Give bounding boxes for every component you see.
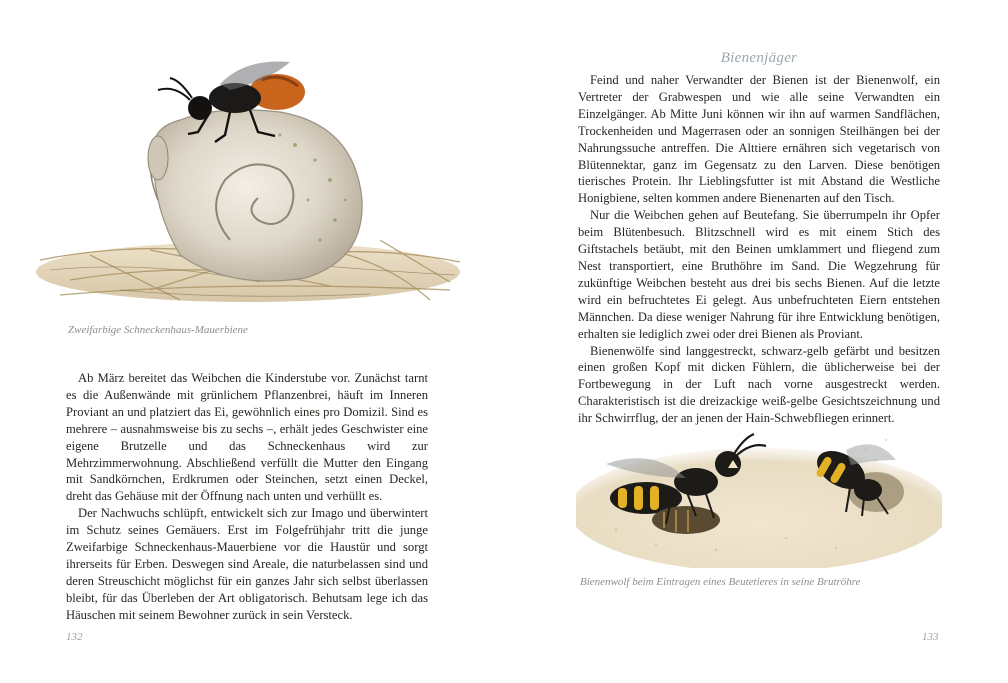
paragraph: Bienenwölfe sind langgestreckt, schwarz-gelb gefärbt und besitzen einen großen Kopf mit dicken Fühlern, die üblicherweise bei der Fortbewegung in der Luft nach vorne ausgestreckt werden. Charakteristisch ist die dreizackige weiß-gelbe Gesichtszeichnung und ihr Schwirrflug, der an jenen der Hain-Schwebfliegen erinnert.: [578, 343, 940, 426]
left-body-text: [66, 370, 428, 624]
right-body-text: [578, 72, 940, 427]
page-number: 132: [66, 631, 83, 643]
paragraph: Ab März bereitet das Weibchen die Kinderstube vor. Zunächst tarnt es die Außenwände mit grünlichem Pflanzenbrei, häuft im Inneren Proviant an und platziert das Ei, gewöhnlich eines pro Domizil. Sind es mehrere – ausnahmsweise bis zu sechs –, erhält jedes Geschwister eine eigene Brutzelle und das Schneckenhaus wird zur Mehrzimmerwohnung. Abschließend verfüllt die Mutter den Eingang mit Sandkörnchen, Erdkrumen oder Steinchen, setzt einen Deckel, dreht das Gehäuse mit der Öffnung nach unten und verhüllt es.: [66, 371, 428, 504]
figure-caption: Bienenwolf beim Eintragen eines Beutetieres in seine Brutröhre: [580, 576, 861, 588]
bee-wolf-illustration: [576, 420, 942, 568]
right-page: [504, 0, 1008, 683]
figure-caption: Zweifarbige Schneckenhaus-Mauerbiene: [68, 324, 248, 336]
chapter-title: Bienenjäger: [720, 50, 798, 66]
paragraph: Nur die Weibchen gehen auf Beutefang. Sie überrumpeln ihr Opfer beim Blütenbesuch. Blitzschnell wird es mit einem Stich des Giftstachels betäubt, mit den Beinen umklammert und fliegend zum Nest transportiert, eine Bruthöhre im Sand. Die Wegzehrung für zukünftige Weibchen besteht aus drei bis sechs Bienen. Auf die letzte wird ein befruchtetes Ei gelegt. Aus unbefruchteten Eiern entstehen Männchen. Da diese weniger Nahrung für ihre Entwicklung benötigen, erhalten sie lediglich zwei oder drei Bienen als Proviant.: [578, 208, 940, 341]
paragraph: Der Nachwuchs schlüpft, entwickelt sich zur Imago und überwintert im Schutz seines Gemäuers. Erst im Folgefrühjahr tritt die junge Zweifarbige Schneckenhaus-Mauerbiene vor die Haustür und sorgt ihrerseits für Erben. Deswegen sind Areale, die naturbelassen sind und deren Streuschicht möglichst für ein ganzes Jahr sich selbst überlassen bleibt, für das Überleben der Art obligatorisch. Behutsam lege ich das Häuschen mit seinem Bewohner zurück in sein Versteck.: [66, 506, 428, 622]
page-number: 133: [922, 631, 939, 643]
paragraph: Feind und naher Verwandter der Bienen ist der Bienenwolf, ein Vertreter der Grabwespen und wie alle seine Verwandten ein Einzelgänger. Ab Mitte Juni können wir ihn auf warmen Sandflächen, Trockenheiden und Magerrasen oder an sonnigen Steilhängen bei der Nahrungssuche antreffen. Die Alttiere ernähren sich vegetarisch von Blütennektar, ganz im Gegensatz zu den Larven. Diese benötigen tierisches Protein. Ihr Lieblingsfutter ist mit Abstand die Westliche Honigbiene, selten kommen andere Bienenarten auf den Tisch.: [578, 73, 940, 206]
snail-shell-bee-illustration: [30, 50, 466, 308]
